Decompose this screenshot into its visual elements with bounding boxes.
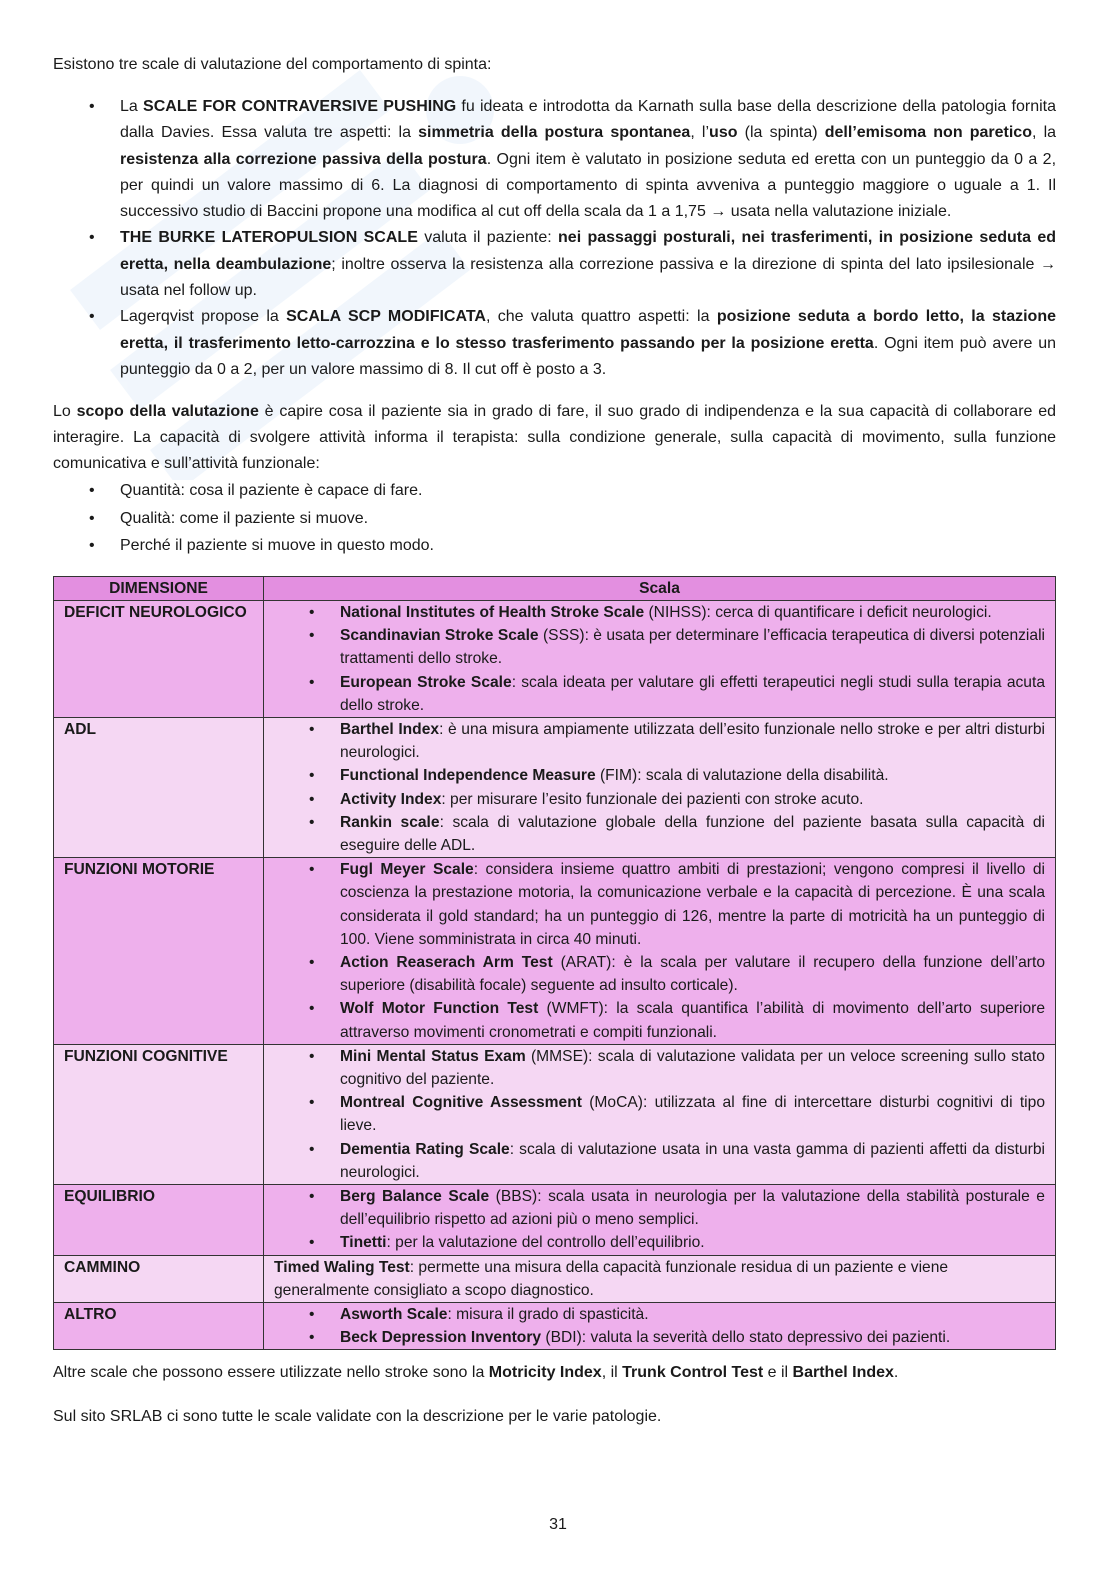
table-row <box>54 600 1056 717</box>
bold-term: resistenza alla correzione passiva della postura <box>120 150 487 168</box>
header-scale: Scala <box>264 576 1056 600</box>
scale-item: • Tinetti: per la valutazione del controllo dell’equilibrio. <box>274 1231 1045 1254</box>
table-row <box>54 1044 1056 1184</box>
dimension-cell: EQUILIBRIO <box>54 1185 264 1256</box>
bold-term: Timed Waling Test <box>274 1258 410 1276</box>
table-row <box>54 1185 1056 1256</box>
question-quality: • Qualità: come il paziente si muove. <box>53 505 1056 533</box>
assessment-questions-list <box>53 477 1056 560</box>
dimension-cell: ALTRO <box>54 1303 264 1350</box>
bold-term: posizione seduta a bordo letto, la stazione eretta, il trasferimento letto-carrozzina e lo stesso trasferimento passando per la posizione eretta <box>120 308 1056 352</box>
scale-item: • Asworth Scale: misura il grado di spasticità. <box>274 1303 1045 1326</box>
scale-item: • Montreal Cognitive Assessment (MoCA): utilizzata al fine di intercettare disturbi cognitivi di tipo lieve. <box>274 1091 1045 1137</box>
bold-term: Trunk Control Test <box>622 1364 764 1382</box>
bold-term: dell’emisoma non paretico <box>824 124 1032 142</box>
scale-item: • Fugl Meyer Scale: considera insieme quattro ambiti di prestazioni; vengono compresi il livello di coscienza la prestazione motoria, la comunicazione verbale e la capacità di percezione. È una scala considerata il gold standard; ha un punteggio di 126, mentre la parte di motricità ha un punteggio di 100. Viene somministrata in circa 40 minuti. <box>274 858 1045 951</box>
scale-item: • Functional Independence Measure (FIM): scala di valutazione della disabilità. <box>274 764 1045 787</box>
scale-item: • National Institutes of Health Stroke Scale (NIHSS): cerca di quantificare i deficit neurologici. <box>274 601 1045 624</box>
bold-term: Tinetti <box>340 1234 387 1252</box>
bold-term: National Institutes of Health Stroke Scale <box>340 603 645 621</box>
bold-term: Wolf Motor Function Test <box>340 1000 539 1018</box>
bold-term: Beck Depression Inventory <box>340 1329 542 1347</box>
bold-term: Barthel Index <box>792 1364 894 1382</box>
bold-term: uso <box>709 124 738 142</box>
bold-term: SCALA SCP MODIFICATA <box>286 308 486 326</box>
table-row <box>54 1303 1056 1350</box>
dimension-cell: DEFICIT NEUROLOGICO <box>54 600 264 717</box>
scale-item: • Dementia Rating Scale: scala di valutazione usata in una vasta gamma di pazienti affetti da disturbi neurologici. <box>274 1138 1045 1184</box>
scale-item: • Mini Mental Status Exam (MMSE): scala di valutazione validata per un veloce screening sullo stato cognitivo del paziente. <box>274 1045 1045 1091</box>
bold-term: Rankin scale <box>340 813 440 831</box>
bold-term: Barthel Index <box>340 720 440 738</box>
bold-term: Asworth Scale <box>340 1306 448 1324</box>
bold-term: Dementia Rating Scale <box>340 1140 510 1158</box>
bold-term: European Stroke Scale <box>340 673 512 691</box>
scale-cell <box>264 717 1056 857</box>
bold-term: Berg Balance Scale <box>340 1188 490 1206</box>
scale-item: • Scandinavian Stroke Scale (SSS): è usata per determinare l’efficacia terapeutica di diversi potenziali trattamenti dello stroke. <box>274 624 1045 670</box>
header-dimension: DIMENSIONE <box>54 576 264 600</box>
scale-cell <box>264 1185 1056 1256</box>
scale-item: • Beck Depression Inventory (BDI): valuta la severità dello stato depressivo dei pazienti. <box>274 1326 1045 1349</box>
intro-text: Esistono tre scale di valutazione del comportamento di spinta: <box>53 56 492 73</box>
scale-cell <box>264 600 1056 717</box>
bold-term: Scandinavian Stroke Scale <box>340 627 539 645</box>
burke-lateropulsion-scale: • THE BURKE LATEROPULSION SCALE valuta il paziente: nei passaggi posturali, nei trasferimenti, in posizione seduta ed eretta, nella deambulazione; inoltre osserva la resistenza alla correzione passiva e la direzione di spinta del lato ipsilesionale → usata nel follow up. <box>53 225 1056 304</box>
bold-term: THE BURKE LATEROPULSION SCALE <box>120 229 418 247</box>
bold-term: Functional Independence Measure <box>340 767 596 785</box>
question-why: • Perché il paziente si muove in questo modo. <box>53 532 1056 560</box>
bold-term: simmetria della postura spontanea <box>418 124 691 142</box>
bold-term: Montreal Cognitive Assessment <box>340 1094 582 1112</box>
bold-term: SCALE FOR CONTRAVERSIVE PUSHING <box>143 98 457 115</box>
table-row <box>54 1255 1056 1302</box>
srlab-note: Sul sito SRLAB ci sono tutte le scale validate con la descrizione per le varie patologie. <box>53 1408 662 1426</box>
scale-item: • European Stroke Scale: scala ideata per valutare gli effetti terapeutici negli studi sulla terapia acuta dello stroke. <box>274 671 1045 717</box>
pushing-scales-list <box>53 94 1056 383</box>
scale-item: • Barthel Index: è una misura ampiamente utilizzata dell’esito funzionale nello stroke e per altri disturbi neurologici. <box>274 718 1045 764</box>
scale-cell <box>264 858 1056 1045</box>
scale-cell <box>264 1303 1056 1350</box>
assessment-scales-table <box>53 576 1056 1351</box>
scale-item: • Rankin scale: scala di valutazione globale della funzione del paziente basata sulla capacità di eseguire delle ADL. <box>274 811 1045 857</box>
other-scales-note: Altre scale che possono essere utilizzate nello stroke sono la Motricity Index, il Trunk Control Test e il Barthel Index. <box>53 1364 899 1382</box>
page-content <box>53 52 1056 1430</box>
bold-term: nei passaggi posturali, nei trasferimenti, in posizione seduta ed eretta, nella deambulazione <box>120 229 1057 273</box>
scale-for-contraversive-pushing: • La SCALE FOR CONTRAVERSIVE PUSHING fu ideata e introdotta da Karnath sulla base della descrizione della patologia fornita dalla Davies. Essa valuta tre aspetti: la simmetria della postura spontanea, l’uso (la spinta) dell’emisoma non paretico, la resistenza alla correzione passiva della postura. Ogni item è valutato in posizione seduta ed eretta con un punteggio da 0 a 2, per quindi un valore massimo di 6. La diagnosi di comportamento di spinta avveniva a punteggio maggiore o uguale a 1. Il successivo studio di Baccini propone una modifica al cut off della scala da 1 a 1,75 → usata nella valutazione iniziale. <box>53 94 1056 225</box>
scale-cell: Timed Waling Test: permette una misura della capacità funzionale residua di un paziente e viene generalmente consigliato a scopo diagnostico. <box>264 1255 1056 1302</box>
page-number: 31 <box>549 1516 567 1533</box>
purpose-paragraph: Lo scopo della valutazione è capire cosa il paziente sia in grado di fare, il suo grado di indipendenza e la sua capacità di collaborare ed interagire. La capacità di svolgere attività informa il terapista: sulla condizione generale, sulla capacità di movimento, sulla funzione comunicativa e sull’attività funzionale: <box>53 403 1057 473</box>
dimension-cell: CAMMINO <box>54 1255 264 1302</box>
table-row <box>54 858 1056 1045</box>
bold-term: Mini Mental Status Exam <box>340 1047 526 1065</box>
bold-term: Motricity Index <box>488 1364 602 1382</box>
bold-term: Action Reaserach Arm Test <box>340 954 553 972</box>
dimension-cell: FUNZIONI MOTORIE <box>54 858 264 1045</box>
scale-cell <box>264 1044 1056 1184</box>
scale-item: • Berg Balance Scale (BBS): scala usata in neurologia per la valutazione della stabilità posturale e dell’equilibrio rispetto ad azioni più o meno semplici. <box>274 1185 1045 1231</box>
table-row <box>54 717 1056 857</box>
bold-term: scopo della valutazione <box>76 403 259 421</box>
dimension-cell: FUNZIONI COGNITIVE <box>54 1044 264 1184</box>
dimension-cell: ADL <box>54 717 264 857</box>
question-quantity: • Quantità: cosa il paziente è capace di fare. <box>53 477 1056 505</box>
scala-scp-modificata: • Lagerqvist propose la SCALA SCP MODIFICATA, che valuta quattro aspetti: la posizione seduta a bordo letto, la stazione eretta, il trasferimento letto-carrozzina e lo stesso trasferimento passando per la posizione eretta. Ogni item può avere un punteggio da 0 a 2, per un valore massimo di 8. Il cut off è posto a 3. <box>53 304 1056 383</box>
scale-item: • Action Reaserach Arm Test (ARAT): è la scala per valutare il recupero della funzione dell’arto superiore (disabilità focale) seguente ad insulto corticale). <box>274 951 1045 997</box>
scale-item: • Activity Index: per misurare l’esito funzionale dei pazienti con stroke acuto. <box>274 788 1045 811</box>
bold-term: Fugl Meyer Scale <box>340 861 474 879</box>
bold-term: Activity Index <box>340 790 442 808</box>
scale-item: • Wolf Motor Function Test (WMFT): la scala quantifica l’abilità di movimento dell’arto superiore attraverso movimenti cronometrati e compiti funzionali. <box>274 997 1045 1043</box>
